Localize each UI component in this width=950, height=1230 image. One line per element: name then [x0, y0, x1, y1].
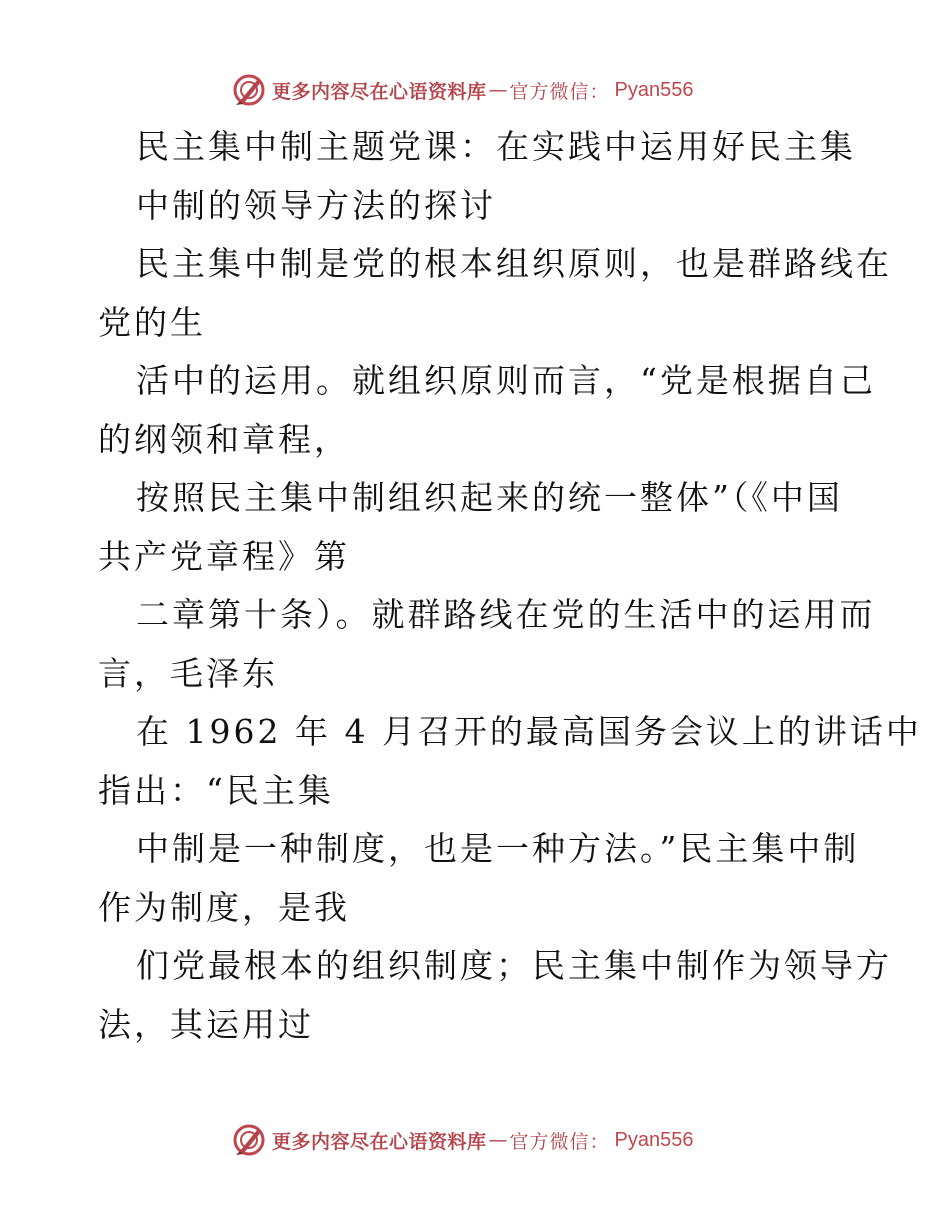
watermark-colon: ： — [589, 1130, 609, 1153]
paragraph-line: 在 1962 年 4 月召开的最高国务会议上的讲话中 — [136, 712, 922, 751]
paragraph-line: 们党最根本的组织制度；民主集中制作为领导方 — [136, 946, 892, 985]
header-watermark — [232, 70, 752, 110]
watermark-colon: ： — [589, 80, 609, 103]
watermark-handle: Pyan556 — [614, 1128, 694, 1151]
watermark-brand: 更多内容尽在心语资料库 — [272, 1130, 487, 1153]
pen-logo-icon — [232, 1123, 266, 1157]
paragraph-line: 法，其运用过 — [98, 1004, 314, 1044]
title-line-1: 民主集中制主题党课：在实践中运用好民主集 — [136, 127, 856, 166]
paragraph-line: 言，毛泽东 — [98, 653, 278, 693]
paragraph-line: 民主集中制是党的根本组织原则，也是群路线在 — [136, 244, 892, 283]
watermark-wechat-label: 官方微信 — [509, 1130, 590, 1153]
watermark-wechat-label: 官方微信 — [509, 80, 590, 103]
pen-logo-icon — [232, 73, 266, 107]
title-line-2: 中制的领导方法的探讨 — [136, 185, 496, 225]
paragraph-line: 作为制度，是我 — [98, 887, 350, 927]
watermark-handle: Pyan556 — [614, 78, 694, 101]
paragraph-line: 共产党章程》第 — [98, 536, 350, 576]
document-body — [98, 118, 922, 1054]
paragraph-line: 党的生 — [98, 302, 206, 342]
footer-watermark — [232, 1120, 752, 1160]
watermark-dash: — — [488, 1129, 508, 1151]
paragraph-line: 二章第十条）。就群路线在党的生活中的运用而 — [136, 595, 876, 634]
paragraph-line: 的纲领和章程， — [98, 419, 350, 459]
watermark-brand: 更多内容尽在心语资料库 — [272, 80, 487, 103]
paragraph-line: 按照民主集中制组织起来的统一整体”（《中国 — [136, 478, 843, 517]
paragraph-line: 指出：“民主集 — [98, 770, 334, 810]
paragraph-line: 中制是一种制度，也是一种方法。”民主集中制 — [136, 829, 860, 868]
paragraph-line: 活中的运用。就组织原则而言，“党是根据自己 — [136, 361, 876, 400]
watermark-dash: — — [488, 79, 508, 101]
